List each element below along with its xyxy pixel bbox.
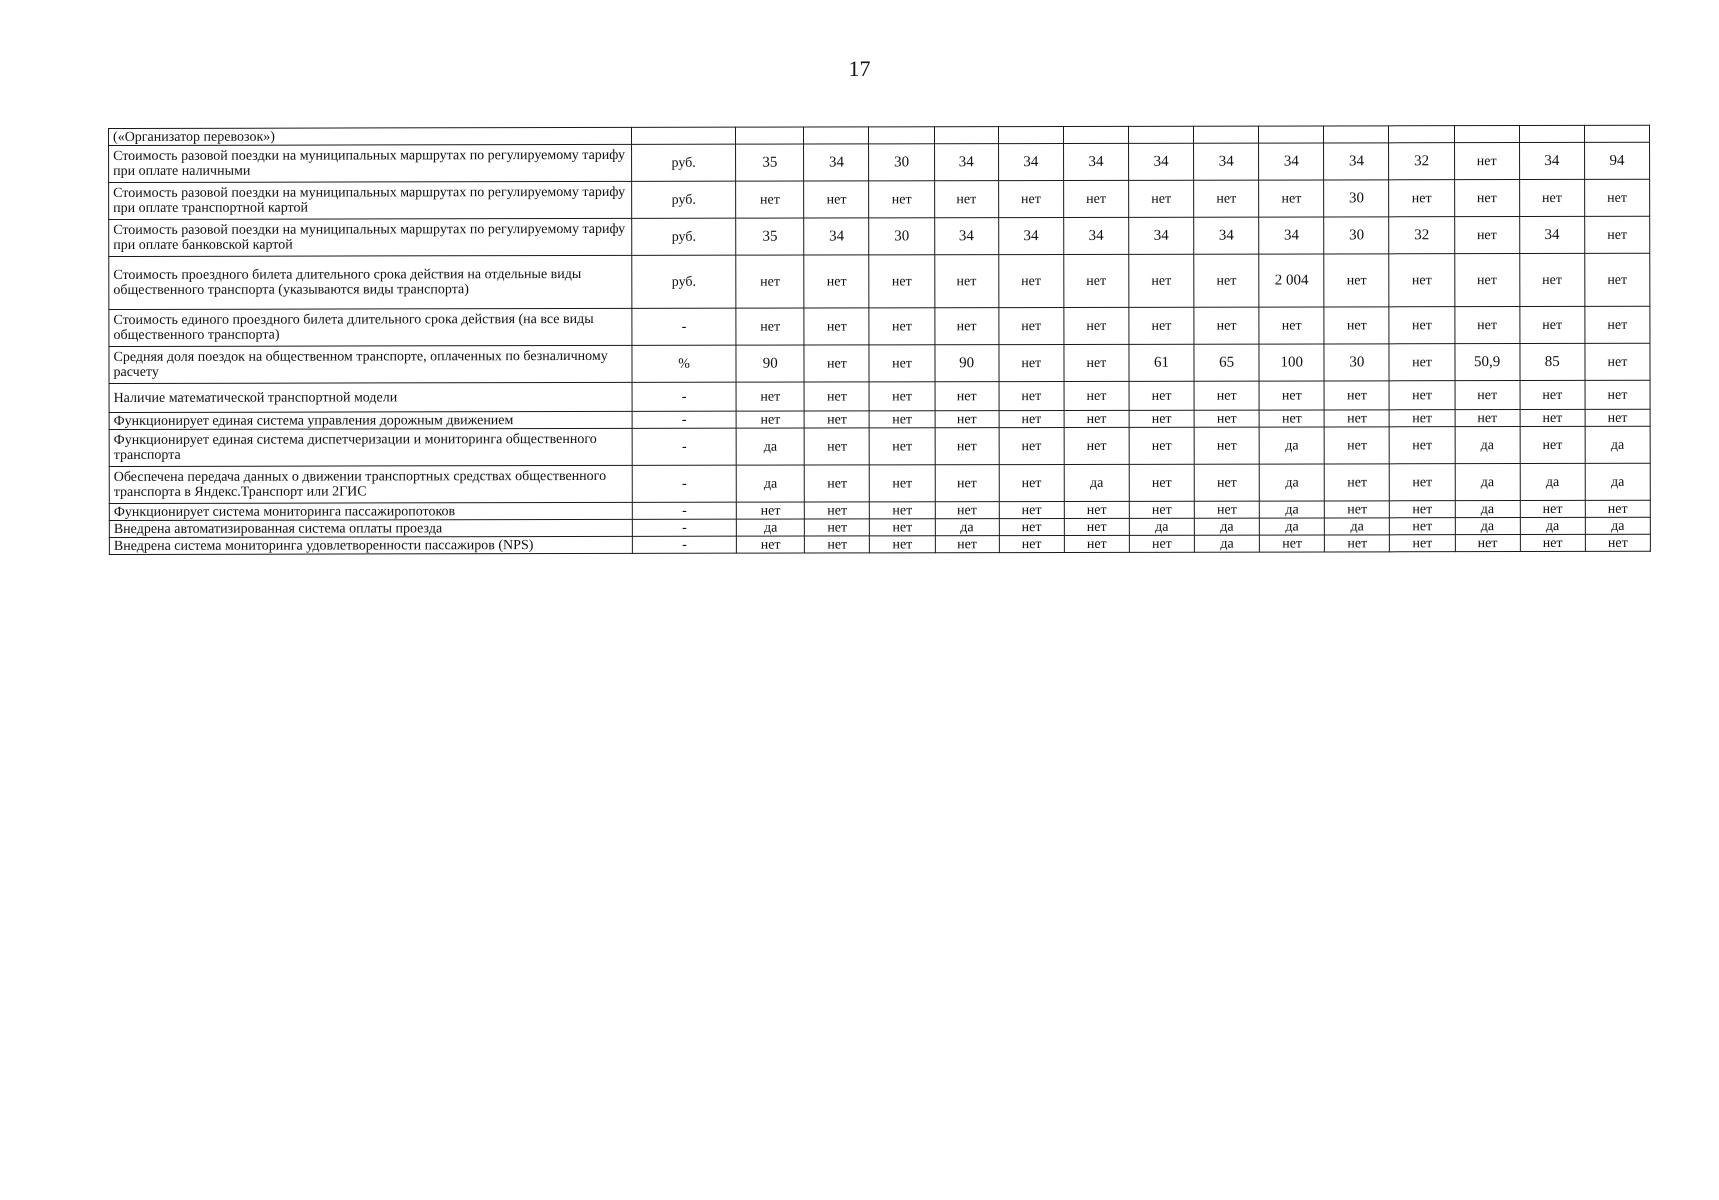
value-cell: нет	[869, 382, 934, 411]
value-cell: нет	[1064, 344, 1129, 381]
value-cell: нет	[805, 465, 870, 502]
value-cell: 34	[934, 218, 998, 255]
value-cell: нет	[934, 181, 998, 218]
value-cell: нет	[1324, 381, 1389, 410]
value-cell: да	[1259, 501, 1324, 518]
value-cell: нет	[1129, 180, 1194, 217]
value-cell: нет	[736, 255, 804, 308]
value-cell: 34	[1259, 217, 1324, 254]
value-cell: нет	[805, 502, 870, 519]
value-cell: нет	[804, 308, 869, 345]
value-cell: нет	[1454, 143, 1519, 180]
value-cell: нет	[804, 255, 869, 308]
indicator-cell: Стоимость проездного билета длительного срока действия на отдельные виды общественного транспорта (указываются виды транспорта)	[109, 255, 632, 309]
value-cell: нет	[1390, 427, 1455, 464]
value-cell: да	[1520, 463, 1585, 500]
value-cell: нет	[998, 254, 1063, 307]
value-cell: нет	[1063, 180, 1128, 217]
value-cell: нет	[1129, 427, 1194, 464]
value-cell: 94	[1584, 142, 1649, 179]
value-cell: нет	[1585, 343, 1650, 380]
value-cell	[1389, 126, 1454, 143]
value-cell: 34	[804, 218, 869, 255]
unit-cell: -	[632, 465, 736, 502]
unit-cell: руб.	[632, 144, 736, 181]
value-cell: нет	[869, 255, 934, 308]
value-cell: нет	[1064, 410, 1129, 427]
value-cell: нет	[1389, 344, 1454, 381]
value-cell: нет	[1325, 535, 1390, 552]
value-cell: 34	[1519, 216, 1584, 253]
value-cell: нет	[999, 535, 1064, 552]
value-cell: 34	[1129, 217, 1194, 254]
value-cell: нет	[1390, 410, 1455, 427]
value-cell: нет	[1194, 307, 1259, 344]
value-cell: нет	[1064, 501, 1129, 518]
value-cell: 34	[1194, 217, 1259, 254]
value-cell: да	[1585, 517, 1650, 534]
value-cell	[1259, 126, 1324, 143]
value-cell: нет	[736, 181, 804, 218]
table-sheet	[108, 125, 1651, 555]
value-cell: нет	[1390, 535, 1455, 552]
value-cell: нет	[1259, 381, 1324, 410]
value-cell: нет	[1129, 381, 1194, 410]
value-cell: 90	[935, 345, 999, 382]
value-cell	[1324, 126, 1389, 143]
value-cell: 34	[1128, 143, 1193, 180]
value-cell: нет	[1519, 253, 1584, 306]
value-cell: 35	[736, 218, 804, 255]
value-cell: да	[736, 428, 804, 465]
value-cell: нет	[1064, 518, 1129, 535]
value-cell: нет	[1194, 464, 1259, 501]
value-cell: нет	[1585, 500, 1650, 517]
indicator-cell: Внедрена система мониторинга удовлетворенности пассажиров (NPS)	[109, 536, 632, 554]
value-cell: нет	[999, 410, 1064, 427]
value-cell: нет	[1324, 427, 1389, 464]
value-cell: нет	[1325, 464, 1390, 501]
value-cell: нет	[1325, 501, 1390, 518]
value-cell: да	[1585, 463, 1650, 500]
value-cell: нет	[1260, 535, 1325, 552]
unit-cell: -	[632, 502, 736, 519]
value-cell: нет	[1259, 307, 1324, 344]
value-cell: нет	[1520, 500, 1585, 517]
value-cell: нет	[804, 428, 869, 465]
value-cell	[934, 127, 998, 144]
value-cell: да	[1455, 518, 1520, 535]
value-cell: 30	[1324, 180, 1389, 217]
unit-cell: -	[632, 428, 736, 465]
value-cell: нет	[1390, 464, 1455, 501]
value-cell: нет	[1064, 535, 1129, 552]
unit-cell	[632, 127, 736, 144]
value-cell: 34	[1064, 217, 1129, 254]
value-cell: 100	[1259, 344, 1324, 381]
value-cell: да	[1585, 426, 1650, 463]
indicator-cell: («Организатор перевозок»)	[109, 127, 632, 145]
value-cell: нет	[1455, 535, 1520, 552]
value-cell	[736, 127, 804, 144]
indicator-cell: Функционирует единая система диспетчеризации и мониторинга общественного транспорта	[109, 428, 632, 466]
value-cell: 32	[1389, 217, 1454, 254]
value-cell: да	[1455, 464, 1520, 501]
table-row	[109, 216, 1650, 256]
value-cell: нет	[999, 501, 1064, 518]
indicator-cell: Стоимость разовой поездки на муниципальных маршрутах по регулируемому тарифу при оплате наличными	[109, 144, 632, 182]
value-cell: 34	[1259, 143, 1324, 180]
value-cell: нет	[935, 465, 999, 502]
value-cell: нет	[1454, 307, 1519, 344]
value-cell: нет	[1520, 426, 1585, 463]
value-cell: 65	[1194, 344, 1259, 381]
value-cell: нет	[999, 464, 1064, 501]
value-cell: да	[1325, 518, 1390, 535]
unit-cell: руб.	[632, 255, 736, 308]
value-cell: нет	[1389, 254, 1454, 307]
indicator-cell: Стоимость единого проездного билета длительного срока действия (на все виды общественного транспорта)	[109, 308, 632, 346]
value-cell: нет	[805, 519, 870, 536]
value-cell: нет	[870, 428, 935, 465]
value-cell: нет	[1390, 518, 1455, 535]
value-cell: нет	[870, 411, 935, 428]
value-cell: нет	[1324, 254, 1389, 307]
value-cell: нет	[1194, 180, 1259, 217]
value-cell: нет	[1259, 180, 1324, 217]
value-cell: нет	[1389, 180, 1454, 217]
value-cell: нет	[935, 411, 999, 428]
value-cell: нет	[1585, 253, 1650, 306]
value-cell: нет	[1259, 410, 1324, 427]
value-cell: нет	[1324, 410, 1389, 427]
value-cell: нет	[1064, 307, 1129, 344]
value-cell: да	[1064, 464, 1129, 501]
table-row	[109, 343, 1650, 383]
table-row	[109, 380, 1650, 412]
unit-cell: %	[632, 345, 736, 382]
value-cell: нет	[869, 181, 934, 218]
value-cell: нет	[935, 502, 999, 519]
value-cell: да	[1129, 518, 1194, 535]
value-cell: да	[1455, 501, 1520, 518]
value-cell	[1454, 126, 1519, 143]
indicator-cell: Стоимость разовой поездки на муниципальных маршрутах по регулируемому тарифу при оплате банковской картой	[109, 218, 632, 256]
value-cell: нет	[1324, 307, 1389, 344]
table-row	[109, 179, 1650, 219]
value-cell: нет	[1390, 501, 1455, 518]
value-cell: нет	[736, 308, 804, 345]
value-cell: нет	[934, 255, 998, 308]
value-cell: нет	[1129, 501, 1194, 518]
table-row	[109, 253, 1650, 309]
value-cell: нет	[805, 536, 870, 553]
value-cell: нет	[736, 382, 804, 411]
value-cell: 50,9	[1455, 344, 1520, 381]
value-cell: 34	[804, 144, 869, 181]
value-cell: нет	[1129, 254, 1194, 307]
unit-cell: руб.	[632, 181, 736, 218]
table-row	[109, 534, 1650, 554]
value-cell: 34	[1063, 143, 1128, 180]
value-cell: 30	[869, 144, 934, 181]
value-cell	[1063, 126, 1128, 143]
value-cell: 34	[1194, 143, 1259, 180]
indicator-cell: Внедрена автоматизированная система оплаты проезда	[109, 519, 632, 537]
value-cell: нет	[1064, 381, 1129, 410]
value-cell: да	[1259, 464, 1324, 501]
value-cell: нет	[935, 536, 999, 553]
indicator-cell: Стоимость разовой поездки на муниципальных маршрутах по регулируемому тарифу при оплате транспортной картой	[109, 181, 632, 219]
value-cell: да	[1520, 517, 1585, 534]
value-cell: нет	[1129, 535, 1194, 552]
value-cell: нет	[1455, 381, 1520, 410]
value-cell	[869, 127, 934, 144]
value-cell: нет	[804, 382, 869, 411]
value-cell: да	[737, 519, 805, 536]
unit-cell: -	[632, 519, 736, 536]
value-cell: нет	[998, 180, 1063, 217]
value-cell: нет	[1194, 254, 1259, 307]
value-cell: нет	[1520, 306, 1585, 343]
unit-cell: -	[632, 411, 736, 428]
value-cell: нет	[1585, 216, 1650, 253]
value-cell: да	[1194, 535, 1259, 552]
unit-cell: -	[632, 382, 736, 411]
value-cell: да	[1455, 427, 1520, 464]
value-cell: нет	[1389, 307, 1454, 344]
value-cell: нет	[1194, 427, 1259, 464]
value-cell: нет	[804, 411, 869, 428]
value-cell: да	[1194, 518, 1259, 535]
value-cell: нет	[1520, 534, 1585, 551]
value-cell	[1128, 126, 1193, 143]
value-cell: нет	[1455, 410, 1520, 427]
value-cell: нет	[1064, 427, 1129, 464]
value-cell: 34	[1324, 143, 1389, 180]
value-cell: 90	[736, 345, 804, 382]
value-cell: 2 004	[1259, 254, 1324, 307]
value-cell: нет	[870, 465, 935, 502]
unit-cell: -	[632, 536, 736, 553]
value-cell: нет	[1129, 464, 1194, 501]
unit-cell: руб.	[632, 218, 736, 255]
value-cell: нет	[869, 345, 934, 382]
value-cell: нет	[1519, 179, 1584, 216]
value-cell: нет	[1389, 381, 1454, 410]
value-cell: нет	[1585, 380, 1650, 409]
value-cell: нет	[736, 411, 804, 428]
value-cell: да	[935, 519, 999, 536]
value-cell: 30	[1324, 217, 1389, 254]
value-cell: нет	[1520, 409, 1585, 426]
value-cell: нет	[999, 518, 1064, 535]
value-cell: нет	[1520, 380, 1585, 409]
value-cell	[1194, 126, 1259, 143]
value-cell: 85	[1520, 343, 1585, 380]
value-cell: 34	[998, 217, 1063, 254]
value-cell: нет	[1194, 381, 1259, 410]
table-body	[109, 125, 1651, 554]
value-cell: нет	[1454, 217, 1519, 254]
value-cell: нет	[869, 308, 934, 345]
table-row	[109, 463, 1650, 503]
value-cell: нет	[935, 382, 999, 411]
indicator-cell: Обеспечена передача данных о движении транспортных средствах общественного транспорта в Яндекс.Транспорт или 2ГИС	[109, 465, 632, 503]
value-cell: 34	[934, 144, 998, 181]
value-cell: нет	[870, 502, 935, 519]
value-cell: нет	[999, 344, 1064, 381]
value-cell: нет	[804, 181, 869, 218]
indicator-cell: Наличие математической транспортной модели	[109, 382, 632, 412]
value-cell: нет	[999, 381, 1064, 410]
value-cell	[1584, 125, 1649, 142]
value-cell: 35	[736, 144, 804, 181]
value-cell: нет	[737, 536, 805, 553]
value-cell	[1519, 125, 1584, 142]
value-cell: нет	[870, 536, 935, 553]
value-cell: нет	[1194, 410, 1259, 427]
page-number: 17	[848, 56, 871, 81]
value-cell: нет	[1585, 306, 1650, 343]
value-cell: нет	[1129, 307, 1194, 344]
value-cell: нет	[1584, 179, 1649, 216]
value-cell: нет	[934, 308, 998, 345]
value-cell: нет	[1064, 254, 1129, 307]
value-cell: нет	[999, 307, 1064, 344]
table-row	[109, 142, 1650, 182]
indicators-table	[108, 125, 1651, 555]
value-cell: нет	[1194, 501, 1259, 518]
value-cell: нет	[804, 345, 869, 382]
value-cell: нет	[935, 428, 999, 465]
indicator-cell: Функционирует единая система управления дорожным движением	[109, 411, 632, 429]
table-row	[109, 306, 1650, 346]
value-cell: 30	[869, 218, 934, 255]
value-cell	[998, 126, 1063, 143]
value-cell: 30	[1324, 344, 1389, 381]
value-cell: 32	[1389, 143, 1454, 180]
value-cell: нет	[870, 519, 935, 536]
table-row	[109, 426, 1650, 466]
value-cell: нет	[1585, 409, 1650, 426]
value-cell: нет	[736, 502, 804, 519]
value-cell: нет	[1454, 180, 1519, 217]
value-cell: да	[736, 465, 804, 502]
value-cell: да	[1259, 427, 1324, 464]
value-cell: нет	[999, 427, 1064, 464]
value-cell: 61	[1129, 344, 1194, 381]
value-cell	[804, 127, 869, 144]
indicator-cell: Средняя доля поездок на общественном транспорте, оплаченных по безналичному расчету	[109, 345, 632, 383]
unit-cell: -	[632, 308, 736, 345]
value-cell: нет	[1454, 254, 1519, 307]
value-cell: нет	[1585, 534, 1650, 551]
value-cell: да	[1260, 518, 1325, 535]
value-cell: 34	[998, 143, 1063, 180]
value-cell: 34	[1519, 142, 1584, 179]
value-cell: нет	[1129, 410, 1194, 427]
indicator-cell: Функционирует система мониторинга пассажиропотоков	[109, 502, 632, 520]
